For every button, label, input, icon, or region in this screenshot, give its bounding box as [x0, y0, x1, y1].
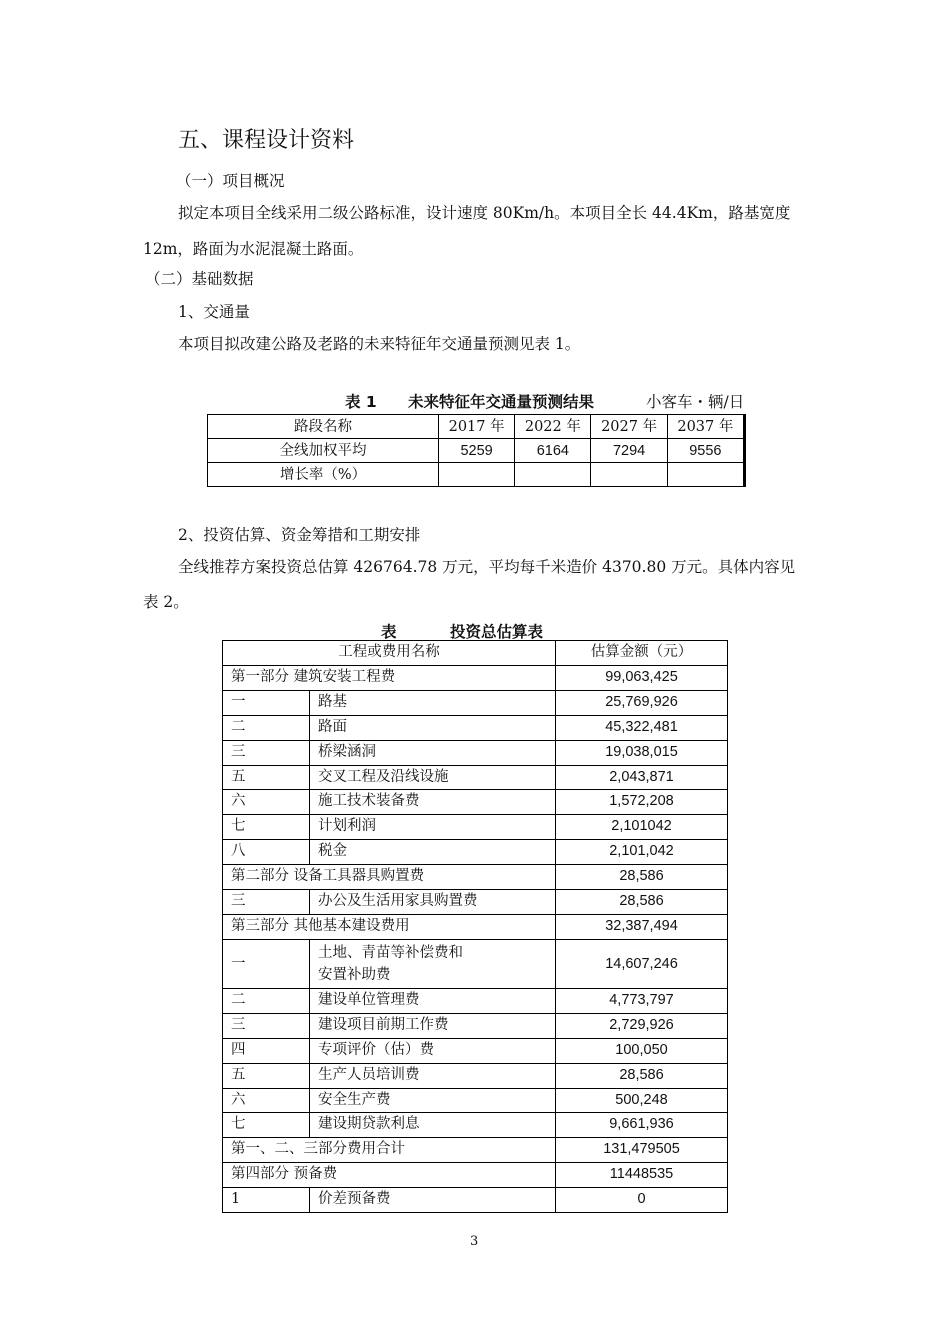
table-cell	[667, 463, 744, 487]
table-row	[223, 988, 728, 1013]
table1-caption-number: 表 1	[345, 393, 377, 411]
table-row	[208, 463, 745, 487]
subsection-title-basic-data: （二）基础数据	[145, 270, 254, 288]
table-row	[223, 715, 728, 740]
paragraph-overview-line1: 拟定本项目全线采用二级公路标准，设计速度 80Km/h。本项目全长 44.4Km，路基宽度	[178, 204, 791, 222]
table-cell: 五	[223, 1063, 310, 1088]
table-cell	[591, 463, 667, 487]
table-cell: 99,063,425	[556, 665, 728, 690]
table-row	[223, 1063, 728, 1088]
traffic-forecast-table	[207, 414, 746, 487]
table-row	[223, 1088, 728, 1113]
table-cell: 第三部分 其他基本建设费用	[223, 914, 556, 939]
table-cell: 一	[223, 690, 310, 715]
table-cell	[439, 463, 515, 487]
table-cell: 1	[223, 1188, 310, 1213]
table-cell: 二	[223, 988, 310, 1013]
page-number: 3	[470, 1234, 479, 1249]
table-row	[208, 439, 745, 463]
table-cell: 14,607,246	[556, 939, 728, 988]
table-row	[223, 665, 728, 690]
table-cell: 路面	[310, 715, 556, 740]
table-cell: 45,322,481	[556, 715, 728, 740]
cell-text-line: 土地、青苗等补偿费和	[318, 944, 463, 961]
table-cell: 建设项目前期工作费	[310, 1013, 556, 1038]
table-cell: 第四部分 预备费	[223, 1163, 556, 1188]
table-row	[223, 765, 728, 790]
table-cell: 建设单位管理费	[310, 988, 556, 1013]
investment-estimate-table	[222, 640, 728, 1213]
table-cell: 增长率（%）	[208, 463, 439, 487]
table-cell: 四	[223, 1038, 310, 1063]
table-cell: 9556	[667, 439, 744, 463]
table-cell: 建设期贷款利息	[310, 1113, 556, 1138]
table-cell: 1,572,208	[556, 790, 728, 815]
table-row	[223, 740, 728, 765]
table-cell: 六	[223, 1088, 310, 1113]
table-cell: 计划利润	[310, 815, 556, 840]
table2-caption-number: 表	[381, 623, 397, 641]
table-cell: 五	[223, 765, 310, 790]
table-cell: 0	[556, 1188, 728, 1213]
table-cell: 2,729,926	[556, 1013, 728, 1038]
table-cell: 三	[223, 1013, 310, 1038]
table-cell: 七	[223, 815, 310, 840]
table-cell: 25,769,926	[556, 690, 728, 715]
table-cell: 4,773,797	[556, 988, 728, 1013]
table-header-cell: 工程或费用名称	[223, 641, 556, 666]
table-cell: 11448535	[556, 1163, 728, 1188]
table-cell: 28,586	[556, 1063, 728, 1088]
table-cell: 第二部分 设备工具器具购置费	[223, 865, 556, 890]
table-cell: 价差预备费	[310, 1188, 556, 1213]
table1-caption-title: 未来特征年交通量预测结果	[408, 393, 595, 411]
table2-caption-title: 投资总估算表	[450, 623, 544, 641]
table-cell: 三	[223, 890, 310, 915]
table-cell: 交叉工程及沿线设施	[310, 765, 556, 790]
table-cell: 28,586	[556, 865, 728, 890]
paragraph-investment-line2: 表 2。	[143, 593, 189, 611]
table-cell: 第一部分 建筑安装工程费	[223, 665, 556, 690]
paragraph-overview-line2: 12m，路面为水泥混凝土路面。	[143, 240, 364, 258]
paragraph-investment-line1: 全线推荐方案投资总估算 426764.78 万元，平均每千米造价 4370.80 万元。具体内容见	[178, 558, 796, 576]
table-header-cell: 2027 年	[591, 415, 667, 439]
table-row	[223, 840, 728, 865]
table-row	[223, 815, 728, 840]
table-cell: 七	[223, 1113, 310, 1138]
table-cell: 六	[223, 790, 310, 815]
table-cell: 19,038,015	[556, 740, 728, 765]
cell-text-line: 安置补助费	[318, 966, 391, 983]
table-cell: 32,387,494	[556, 914, 728, 939]
table-cell: 2,043,871	[556, 765, 728, 790]
table-row	[223, 690, 728, 715]
table-cell	[515, 463, 591, 487]
table-cell: 131,479505	[556, 1138, 728, 1163]
item-title-traffic: 1、交通量	[178, 303, 250, 321]
table-cell: 100,050	[556, 1038, 728, 1063]
table-row	[223, 890, 728, 915]
table-row	[223, 1138, 728, 1163]
table-header-cell: 估算金额（元）	[556, 641, 728, 666]
item-title-investment: 2、投资估算、资金筹措和工期安排	[178, 526, 421, 544]
table-cell: 28,586	[556, 890, 728, 915]
table-row	[223, 914, 728, 939]
table-cell: 税金	[310, 840, 556, 865]
table-header-cell: 2017 年	[439, 415, 515, 439]
paragraph-traffic: 本项目拟改建公路及老路的未来特征年交通量预测见表 1。	[178, 335, 581, 353]
table-cell: 三	[223, 740, 310, 765]
table-cell: 2,101,042	[556, 840, 728, 865]
table-row	[223, 1188, 728, 1213]
table-header-cell: 2022 年	[515, 415, 591, 439]
table-header-row	[223, 641, 728, 666]
table-row	[223, 939, 728, 988]
table-cell: 9,661,936	[556, 1113, 728, 1138]
table-cell: 500,248	[556, 1088, 728, 1113]
table-cell: 专项评价（估）费	[310, 1038, 556, 1063]
table-cell: 生产人员培训费	[310, 1063, 556, 1088]
table-cell	[310, 939, 556, 988]
table-row	[223, 865, 728, 890]
table-row	[223, 1013, 728, 1038]
table-cell: 7294	[591, 439, 667, 463]
table-cell: 5259	[439, 439, 515, 463]
table-row	[223, 790, 728, 815]
table-cell: 八	[223, 840, 310, 865]
table-row	[223, 1113, 728, 1138]
table-row	[223, 1163, 728, 1188]
table-cell: 办公及生活用家具购置费	[310, 890, 556, 915]
table-cell: 全线加权平均	[208, 439, 439, 463]
table-header-cell: 2037 年	[667, 415, 744, 439]
table-header-row	[208, 415, 745, 439]
table-cell: 施工技术装备费	[310, 790, 556, 815]
table-cell: 2,101042	[556, 815, 728, 840]
table-cell: 安全生产费	[310, 1088, 556, 1113]
table-cell: 一	[223, 939, 310, 988]
table-row	[223, 1038, 728, 1063]
table-header-cell: 路段名称	[208, 415, 439, 439]
table-cell: 二	[223, 715, 310, 740]
table-cell: 6164	[515, 439, 591, 463]
table1-caption-unit: 小客车・辆/日	[646, 393, 745, 411]
section-heading: 五、课程设计资料	[178, 128, 355, 153]
subsection-title-overview: （一）项目概况	[176, 172, 285, 190]
table-cell: 第一、二、三部分费用合计	[223, 1138, 556, 1163]
table-cell: 桥梁涵洞	[310, 740, 556, 765]
table-cell: 路基	[310, 690, 556, 715]
